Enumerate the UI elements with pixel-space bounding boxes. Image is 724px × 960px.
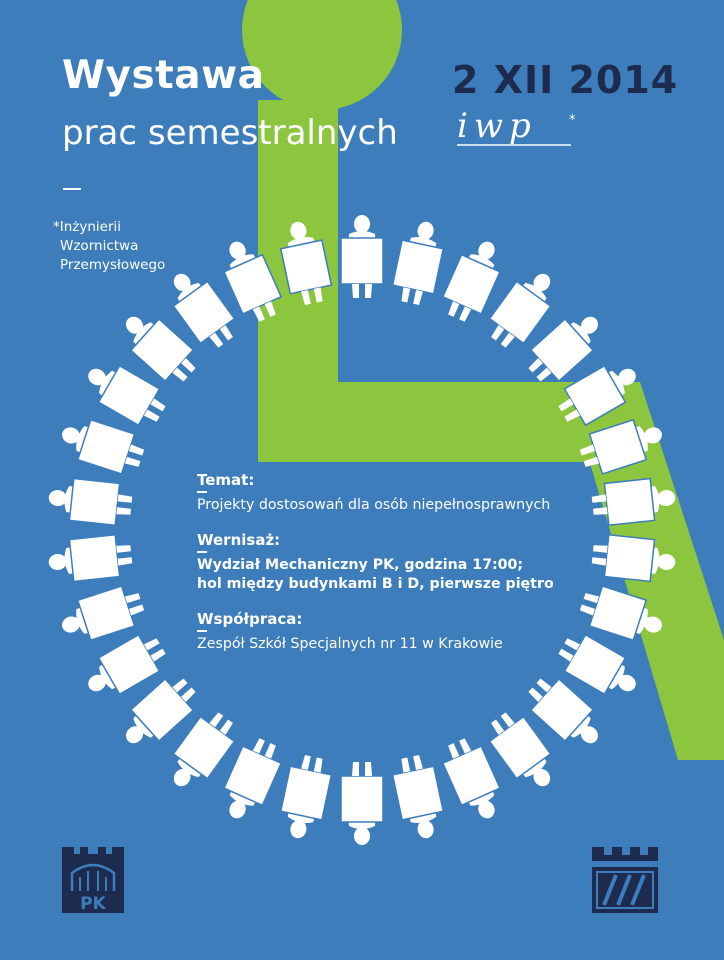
section-cooperation	[197, 610, 577, 654]
person-figure	[47, 533, 134, 583]
person-legs	[116, 494, 132, 515]
section-topic	[197, 471, 577, 515]
section-text: Wydział Mechaniczny PK, godzina 17:00;	[197, 557, 524, 573]
person-board	[341, 776, 383, 822]
section-divider	[197, 551, 207, 553]
person-figure	[341, 215, 383, 298]
wheelchair-head	[242, 0, 402, 110]
person-legs	[352, 284, 372, 298]
section-text: Zespół Szkół Specjalnych nr 11 w Krakowie	[197, 636, 503, 652]
exhibition-date: 2 XII 2014	[452, 58, 679, 102]
poster-title: Wystawa	[62, 53, 265, 98]
person-figure	[341, 762, 383, 845]
iwp-brand-text: iwp	[457, 109, 537, 146]
section-label: Wernisaż:	[197, 531, 281, 549]
person-board	[281, 240, 332, 294]
person-head	[48, 489, 68, 507]
footnote-line: *Inżynierii	[53, 219, 122, 235]
pk-logo-text: PK	[80, 894, 106, 913]
section-divider	[197, 630, 207, 632]
person-board	[604, 479, 654, 526]
title-divider	[63, 188, 81, 190]
faculty-logo	[592, 847, 658, 913]
person-figure	[390, 753, 448, 843]
section-text: hol między budynkami B i D, pierwsze piętro	[197, 576, 554, 592]
section-label: Współpraca:	[197, 610, 303, 628]
faculty-logo-crenellation	[592, 847, 658, 861]
section-text: Projekty dostosowań dla osób niepełnosprawnych	[197, 497, 551, 513]
person-legs	[116, 544, 132, 565]
person-board	[341, 238, 383, 284]
person-head	[48, 553, 68, 571]
footnote-line: Wzornictwa	[60, 238, 139, 254]
poster-subtitle: prac semestralnych	[62, 113, 398, 153]
person-legs	[592, 544, 608, 565]
person-board	[69, 535, 119, 582]
info-block	[197, 471, 577, 670]
footnote-line: Przemysłowego	[60, 257, 166, 273]
person-board	[69, 479, 119, 526]
person-board	[393, 240, 444, 294]
person-board	[604, 535, 654, 582]
iwp-asterisk: *	[569, 113, 576, 128]
person-figure	[276, 753, 334, 843]
person-head	[354, 827, 370, 845]
section-label: Temat:	[197, 471, 255, 489]
section-vernissage	[197, 531, 577, 594]
person-legs	[352, 762, 372, 776]
pk-logo	[62, 847, 124, 913]
person-board	[393, 766, 444, 820]
person-figure	[390, 218, 448, 308]
person-board	[281, 766, 332, 820]
footnote	[53, 218, 165, 275]
section-divider	[197, 491, 207, 493]
iwp-brand-mark	[453, 109, 579, 155]
person-figure	[47, 476, 134, 526]
person-head	[354, 215, 370, 233]
